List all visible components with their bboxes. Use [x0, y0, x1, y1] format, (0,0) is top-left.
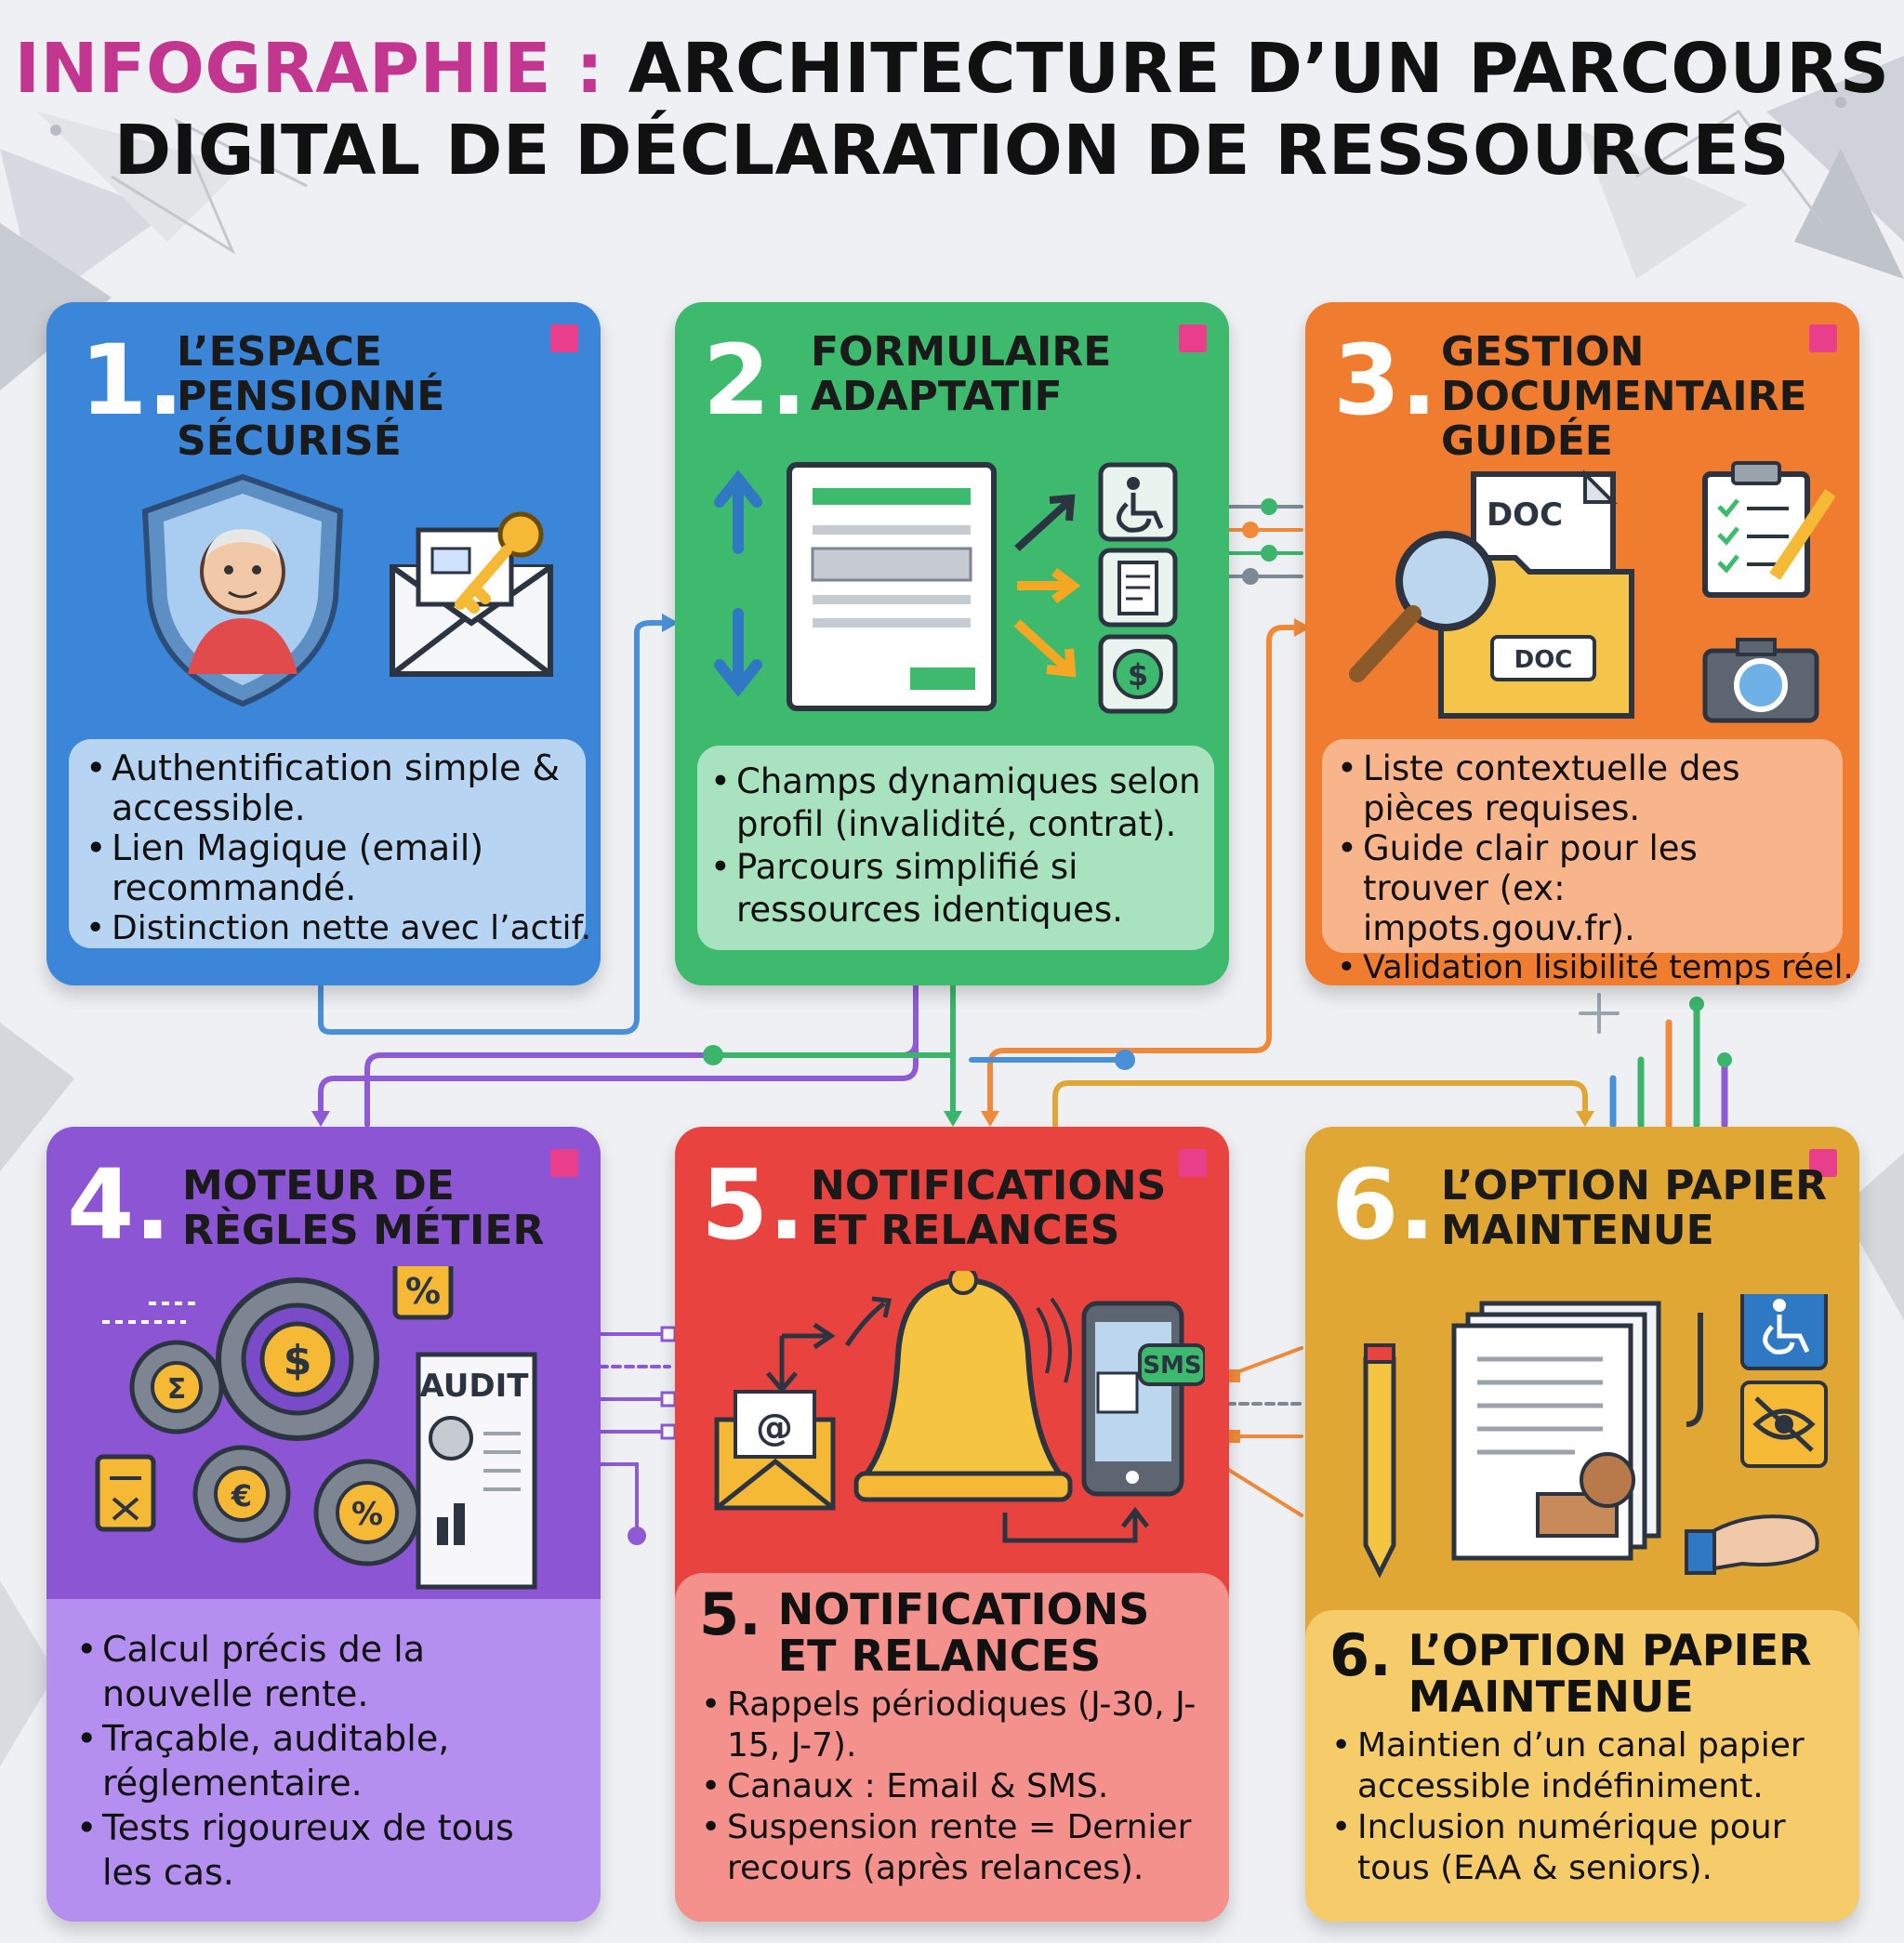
card-title: [1441, 1164, 1827, 1253]
sub-heading-number: 6.: [1329, 1621, 1392, 1689]
bullet-box: [697, 746, 1214, 950]
card-title: [182, 1164, 544, 1253]
adaptive-form-icon: [710, 446, 1194, 725]
card-title-line: ET RELANCES: [811, 1207, 1120, 1254]
card-number: 2.: [703, 324, 807, 437]
bullet-item: • Rappels périodiques (J-30, J-15, J-7).: [699, 1685, 1205, 1766]
corner-marker: [1809, 324, 1837, 352]
card-title: [1441, 330, 1807, 464]
bullet-box: [675, 1573, 1229, 1922]
card-number: 1.: [80, 324, 184, 437]
svg-text:€: €: [231, 1478, 253, 1513]
corner-marker: [1179, 1149, 1207, 1177]
card-title-line: FORMULAIRE: [811, 328, 1112, 376]
bullet-item: • Tests rigoureux de tous les cas.: [74, 1805, 573, 1895]
card-title-line: MOTEUR DE: [182, 1162, 455, 1209]
sub-heading-number: 5.: [699, 1580, 761, 1648]
card-notifications-relances: [675, 1127, 1229, 1922]
svg-text:%: %: [350, 1496, 384, 1533]
svg-text:$: $: [283, 1337, 312, 1384]
card-title-line: GUIDÉE: [1441, 417, 1613, 465]
svg-text:%: %: [404, 1271, 442, 1312]
bullet-box: [69, 739, 592, 948]
sub-heading-title-line: L’OPTION PAPIER: [1408, 1625, 1812, 1675]
checklist-clipboard-icon: [1696, 456, 1835, 604]
sub-heading: [699, 1580, 1205, 1681]
bullet-item: • Champs dynamiques selon profil (invalidité, contrat).: [708, 760, 1203, 846]
card-espace-pensionne: [46, 302, 601, 985]
bullet-item: • Guide clair pour les trouver (ex: impots.gouv.fr).: [1335, 828, 1830, 948]
card-title-line: L’ESPACE: [177, 328, 382, 376]
bullet-item: • Traçable, auditable, réglementaire.: [74, 1716, 573, 1805]
title-main-line2: DIGITAL DE DÉCLARATION DE RESSOURCES: [113, 111, 1791, 191]
bullet-item: • Liste contextuelle des pièces requises.: [1335, 748, 1830, 828]
bullet-item: • Maintien d’un canal papier accessible indéfiniment.: [1329, 1725, 1835, 1807]
bullet-item: • Lien Magique (email) recommandé.: [84, 828, 571, 908]
bullet-box: [1305, 1610, 1859, 1922]
card-title: [811, 330, 1111, 419]
svg-text:$: $: [1127, 657, 1149, 693]
business-rules-gears-icon: [84, 1266, 586, 1601]
bullet-item: • Inclusion numérique pour tous (EAA & seniors).: [1329, 1807, 1835, 1889]
card-title-line: RÈGLES MÉTIER: [182, 1207, 545, 1254]
doc-label-folder: DOC: [1514, 646, 1573, 674]
magic-link-envelope-key-icon: [381, 502, 558, 688]
bullet-item: • Parcours simplifié si ressources identiques.: [708, 846, 1203, 932]
card-option-papier: [1305, 1127, 1859, 1922]
camera-icon: [1700, 632, 1821, 725]
bullet-box: [1322, 739, 1854, 986]
card-gestion-documentaire: [1305, 302, 1859, 985]
shield-senior-icon: [136, 469, 350, 711]
bullet-item: • Validation lisibilité temps réel.: [1335, 948, 1830, 988]
title-main-line1: ARCHITECTURE D’UN PARCOURS: [628, 29, 1890, 109]
card-number: 3.: [1333, 324, 1437, 437]
title-prefix: INFOGRAPHIE :: [14, 29, 604, 109]
sub-heading-title: [778, 1586, 1150, 1679]
document-folder-magnifier-icon: [1339, 456, 1692, 725]
bullet-item: • Canaux : Email & SMS.: [699, 1766, 1205, 1807]
bullet-item: • Calcul précis de la nouvelle rente.: [74, 1627, 573, 1716]
corner-marker: [550, 1149, 578, 1177]
card-formulaire-adaptatif: [675, 302, 1229, 985]
doc-label-top: DOC: [1486, 496, 1564, 534]
notification-bell-channels-icon: [712, 1271, 1205, 1568]
card-number: 6.: [1331, 1148, 1435, 1262]
page-title: [0, 28, 1904, 192]
bullet-item: • Authentification simple & accessible.: [84, 748, 571, 828]
card-title: [177, 330, 444, 464]
sms-label: SMS: [1143, 1352, 1202, 1380]
card-title-line: DOCUMENTAIRE: [1441, 373, 1807, 420]
card-number: 4.: [67, 1148, 171, 1262]
bullet-item: • Suspension rente = Dernier recours (après relances).: [699, 1807, 1205, 1889]
card-moteur-regles: [46, 1127, 601, 1922]
paper-option-icon: [1352, 1294, 1835, 1601]
bullet-item: • Distinction nette avec l’actif.: [84, 908, 571, 948]
svg-text:Σ: Σ: [166, 1373, 187, 1406]
audit-label: AUDIT: [419, 1368, 529, 1405]
card-title-line: PENSIONNÉ: [177, 373, 445, 420]
card-title-line: NOTIFICATIONS: [811, 1162, 1167, 1209]
sub-heading-title-line: NOTIFICATIONS: [777, 1584, 1150, 1634]
card-title-line: SÉCURISÉ: [177, 417, 402, 465]
sub-heading-title-line: MAINTENUE: [1408, 1672, 1694, 1722]
svg-text:@: @: [756, 1407, 793, 1449]
bullet-box: [46, 1599, 601, 1922]
corner-marker: [1179, 324, 1207, 352]
sub-heading-title-line: ET RELANCES: [777, 1631, 1102, 1681]
sub-heading-title: [1408, 1627, 1812, 1720]
card-title-line: MAINTENUE: [1441, 1207, 1714, 1254]
card-number: 5.: [701, 1148, 805, 1262]
card-title: [811, 1164, 1166, 1253]
card-title-line: GESTION: [1441, 328, 1645, 376]
card-title-line: ADAPTATIF: [811, 373, 1063, 420]
sub-heading: [1329, 1621, 1835, 1722]
card-title-line: L’OPTION PAPIER: [1441, 1162, 1828, 1209]
corner-marker: [550, 324, 578, 352]
